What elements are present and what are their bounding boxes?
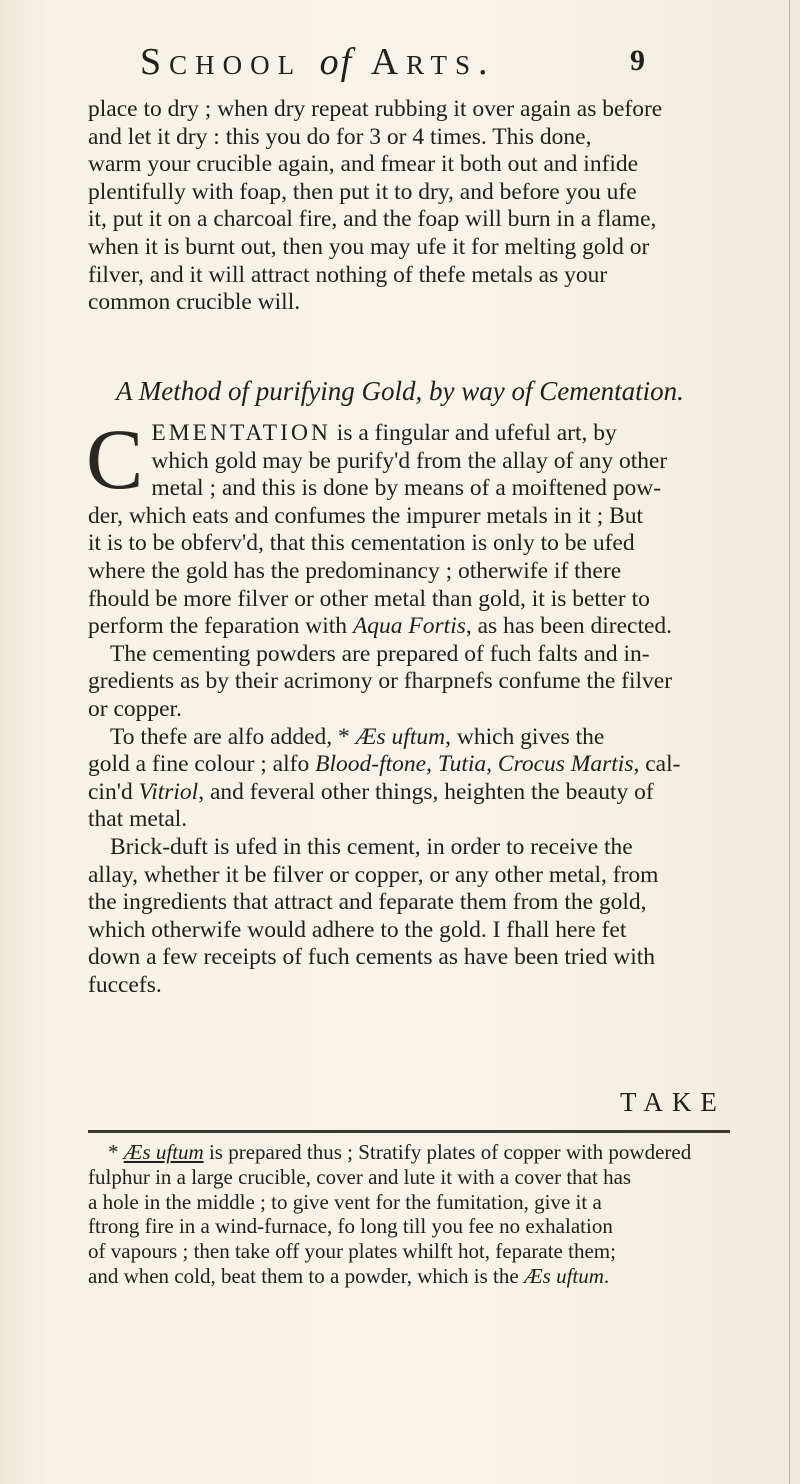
text-fragment: and when cold, beat them to a powder, which is the [88,1263,524,1288]
page-number: 9 [630,44,645,77]
italic-term: Æs uftum [355,723,446,750]
text-line: the ingredients that attract and feparate them from the gold, [88,889,647,916]
section-heading: A Method of purifying Gold, by way of Cementation. [116,376,684,406]
footnote [88,1140,725,1289]
text-line: allay, whether it be filver or copper, or any other metal, from [88,861,659,888]
italic-term: Æs uftum [123,1140,204,1164]
text-fragment: To thefe are alfo added, * [110,723,356,750]
running-head-school: School [140,41,303,83]
text-line: it is to be obferv'd, that this cementation is only to be ufed [88,530,635,557]
footnote-mark: * [108,1140,124,1164]
text-line: where the gold has the predominancy ; otherwife if there [88,557,622,584]
text-line: filver, and it will attract nothing of thefe metals as your [88,261,608,288]
text-fragment: is a fingular and ufeful art, by [330,420,617,446]
text-line [88,613,725,641]
text-line: fhould be more filver or other metal than gold, it is better to [88,585,650,612]
text-line: place to dry ; when dry repeat rubbing it over again as before [88,96,663,122]
text-fragment: perform the feparation with [88,613,353,640]
text-line: which gold may be purify'd from the allay of any other [151,447,668,474]
text-line [88,751,725,779]
italic-term: Vitriol [138,778,199,805]
text-line: and let it dry : this you do for 3 or 4 times. This done, [88,123,592,150]
text-line: it, put it on a charcoal fire, and the foap will burn in a flame, [88,206,657,233]
text-fragment: , [486,751,498,778]
footnote-line [88,1140,725,1165]
text-fragment: is prepared thus ; Stratify plates of copper with powdered [203,1140,692,1164]
text-line: der, which eats and confumes the impurer metals in it ; But [88,502,644,529]
text-line: The cementing powders are prepared of fuch falts and in- [110,640,650,667]
text-fragment: , cal- [633,751,681,778]
italic-term: Tutia [437,751,487,778]
text-line: metal ; and this is done by means of a moiftened pow- [151,475,662,502]
text-fragment: , as has been directed. [465,613,673,640]
footnote-line: ftrong fire in a wind-furnace, fo long till you fee no exhalation [88,1214,613,1239]
italic-term: Blood-ftone [315,751,427,778]
text-fragment: , [426,751,438,778]
text-line: Brick-duft is ufed in this cement, in order to receive the [110,833,633,860]
running-head-arts: Arts. [370,41,496,83]
text-fragment: gold a fine colour ; alfo [88,751,316,778]
running-head [0,40,800,100]
text-line: that metal. [88,806,188,833]
footnote-line [88,1264,725,1289]
page-edge-line [789,0,790,1484]
text-line: fuccefs. [88,971,162,998]
paragraph-crucible-instructions [88,96,725,317]
italic-term: Crocus Martis [497,751,634,778]
footnote-line: of vapours ; then take off your plates whilft hot, feparate them; [88,1239,616,1264]
text-fragment: . [603,1263,610,1288]
text-fragment: cin'd [88,778,139,805]
text-line: gredients as by their acrimony or fharpnefs confume the filver [88,668,673,695]
text-fragment: , and feveral other things, heighten the beauty of [198,778,654,805]
running-head-title [140,40,496,84]
catchword: TAKE [620,1087,726,1117]
text-line [88,724,725,752]
text-line: down a few receipts of fuch cements as have been tried with [88,944,656,971]
text-line: which otherwife would adhere to the gold. I fhall here fet [88,916,627,943]
text-line [88,420,725,448]
footnote-line: fulphur in a large crucible, cover and lute it with a cover that has [88,1164,632,1189]
text-line: when it is burnt out, then you may ufe it for melting gold or [88,233,650,260]
text-line [88,779,725,807]
text-line: warm your crucible again, and fmear it both out and infide [88,151,639,178]
text-fragment: , which gives the [445,723,605,750]
footnote-line: a hole in the middle ; to give vent for the fumitation, give it a [88,1189,602,1214]
text-line: plentifully with foap, then put it to dry, and before you ufe [88,178,637,205]
footnote-rule [88,1130,730,1133]
italic-term: Æs uftum [523,1263,604,1288]
text-line: or copper. [88,695,182,722]
spaced-word: EMENTATION [151,420,331,446]
paragraph-cementation [86,411,725,999]
drop-cap: C [86,411,144,507]
italic-term: Aqua Fortis [352,613,466,640]
text-line: common crucible will. [88,289,301,316]
running-head-of: of [319,41,354,83]
